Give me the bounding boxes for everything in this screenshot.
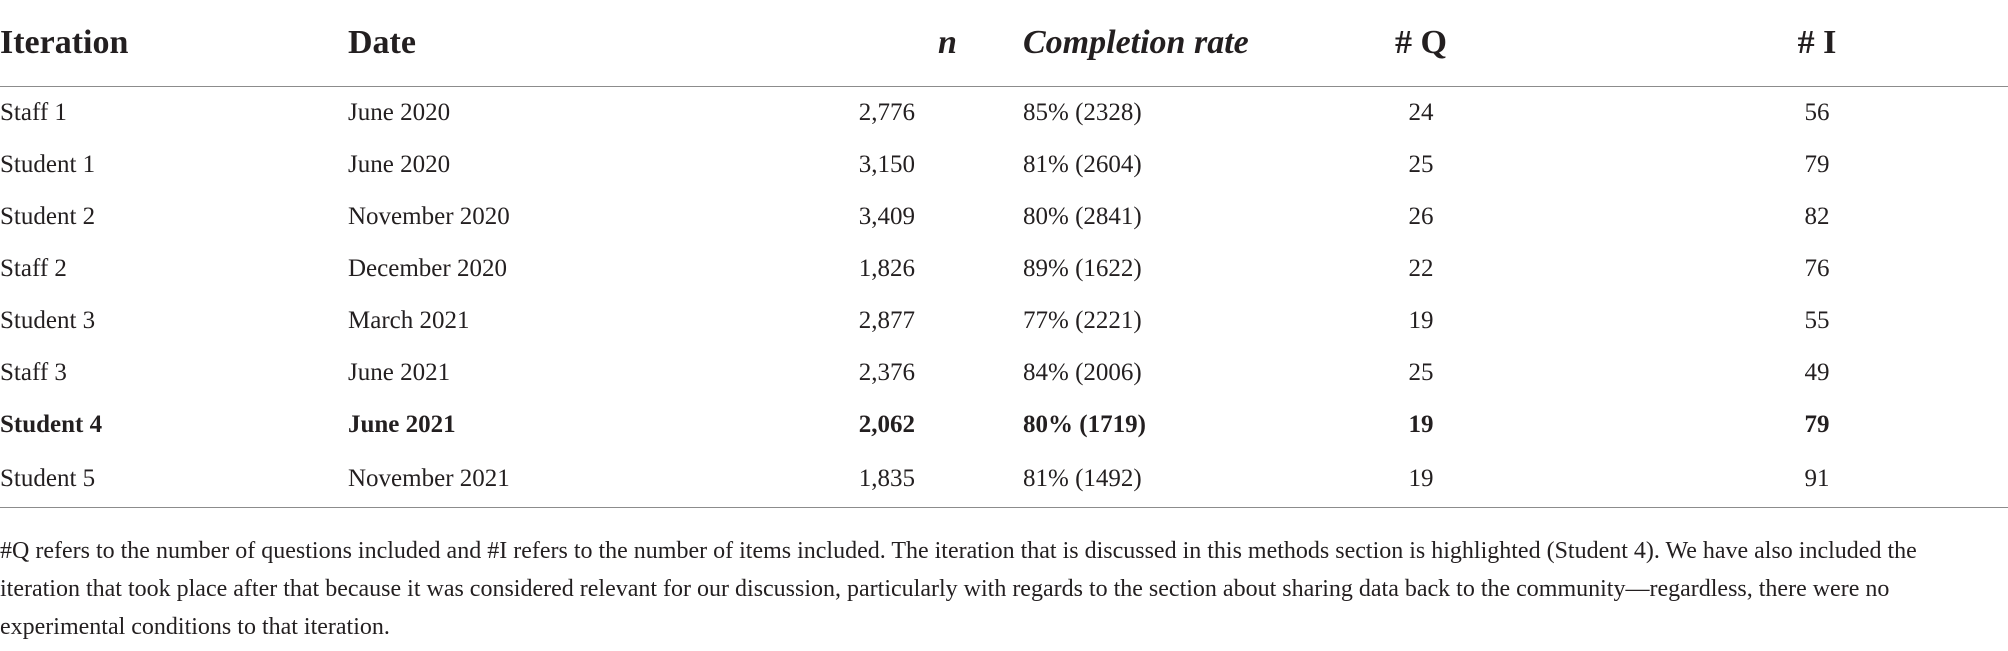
- cell-completion-rate: 81% (2604): [1023, 151, 1142, 178]
- cell-items: 79: [1804, 151, 1830, 178]
- table-row: [0, 295, 2008, 347]
- cell-completion-rate: 80% (2841): [1023, 203, 1142, 230]
- header-items: # I: [1666, 0, 2008, 87]
- cell-items: 82: [1804, 203, 1830, 230]
- cell-iteration: Student 2: [0, 203, 96, 230]
- table-footnote: #Q refers to the number of questions included and #I refers to the number of items included. The iteration that is discussed in this methods section is highlighted (Student 4). We have also included the iteration that took place after that because it was considered relevant for our discussion, particularly with regards to the section about sharing data back to the community—regardless, there were no experimental conditions to that iteration.: [0, 538, 1917, 640]
- cell-iteration: Student 5: [0, 451, 348, 508]
- cell-n: 2,062: [858, 411, 915, 438]
- header-n: n: [648, 0, 1023, 87]
- cell-questions: 19: [1408, 307, 1434, 334]
- cell-questions: 24: [1408, 99, 1434, 126]
- cell-n: 3,409: [858, 203, 915, 230]
- table-body: [0, 87, 2008, 508]
- cell-date: March 2021: [348, 307, 470, 334]
- cell-completion-rate: 89% (1622): [1023, 255, 1142, 282]
- cell-items: 49: [1804, 359, 1830, 386]
- cell-items: 79: [1804, 411, 1830, 438]
- cell-questions: 26: [1408, 203, 1434, 230]
- cell-items: 55: [1804, 307, 1830, 334]
- cell-iteration: Student 1: [0, 151, 96, 178]
- header-questions: # Q: [1326, 0, 1666, 87]
- cell-completion-rate: 81% (1492): [1023, 451, 1326, 508]
- cell-completion-rate: 84% (2006): [1023, 359, 1142, 386]
- cell-items: 76: [1804, 255, 1830, 282]
- cell-n: 1,835: [648, 451, 1023, 508]
- cell-questions: 25: [1408, 151, 1434, 178]
- cell-date: December 2020: [348, 255, 507, 282]
- header-row: [0, 0, 2008, 87]
- cell-iteration: Student 3: [0, 307, 96, 334]
- cell-questions: 25: [1408, 359, 1434, 386]
- table-row: [0, 347, 2008, 399]
- cell-date: November 2021: [348, 451, 648, 508]
- header-iteration: Iteration: [0, 0, 348, 87]
- cell-n: 1,826: [858, 255, 915, 282]
- cell-date: June 2021: [348, 411, 456, 438]
- header-completion-rate: Completion rate: [1023, 0, 1326, 87]
- cell-date: June 2021: [348, 359, 451, 386]
- table-row: [0, 451, 2008, 508]
- cell-iteration: Staff 1: [0, 99, 67, 126]
- cell-n: 2,376: [858, 359, 915, 386]
- cell-completion-rate: 85% (2328): [1023, 99, 1142, 126]
- cell-questions: 22: [1408, 255, 1434, 282]
- cell-completion-rate: 80% (1719): [1023, 411, 1146, 438]
- cell-n: 3,150: [858, 151, 915, 178]
- table-row: [0, 87, 2008, 140]
- table-row: [0, 243, 2008, 295]
- cell-date: June 2020: [348, 151, 451, 178]
- table-header: [0, 0, 2008, 87]
- cell-iteration: Staff 2: [0, 255, 67, 282]
- cell-completion-rate: 77% (2221): [1023, 307, 1142, 334]
- table-row: [0, 191, 2008, 243]
- cell-date: November 2020: [348, 203, 510, 230]
- cell-n: 2,877: [858, 307, 915, 334]
- cell-items: 91: [1666, 451, 2008, 508]
- cell-date: June 2020: [348, 99, 451, 126]
- table-row-highlighted: [0, 399, 2008, 451]
- table-row: [0, 139, 2008, 191]
- cell-questions: 19: [1408, 411, 1434, 438]
- cell-iteration: Staff 3: [0, 359, 67, 386]
- cell-items: 56: [1804, 99, 1830, 126]
- cell-questions: 19: [1326, 451, 1666, 508]
- cell-n: 2,776: [858, 99, 915, 126]
- header-date: Date: [348, 0, 648, 87]
- cell-iteration: Student 4: [0, 411, 103, 438]
